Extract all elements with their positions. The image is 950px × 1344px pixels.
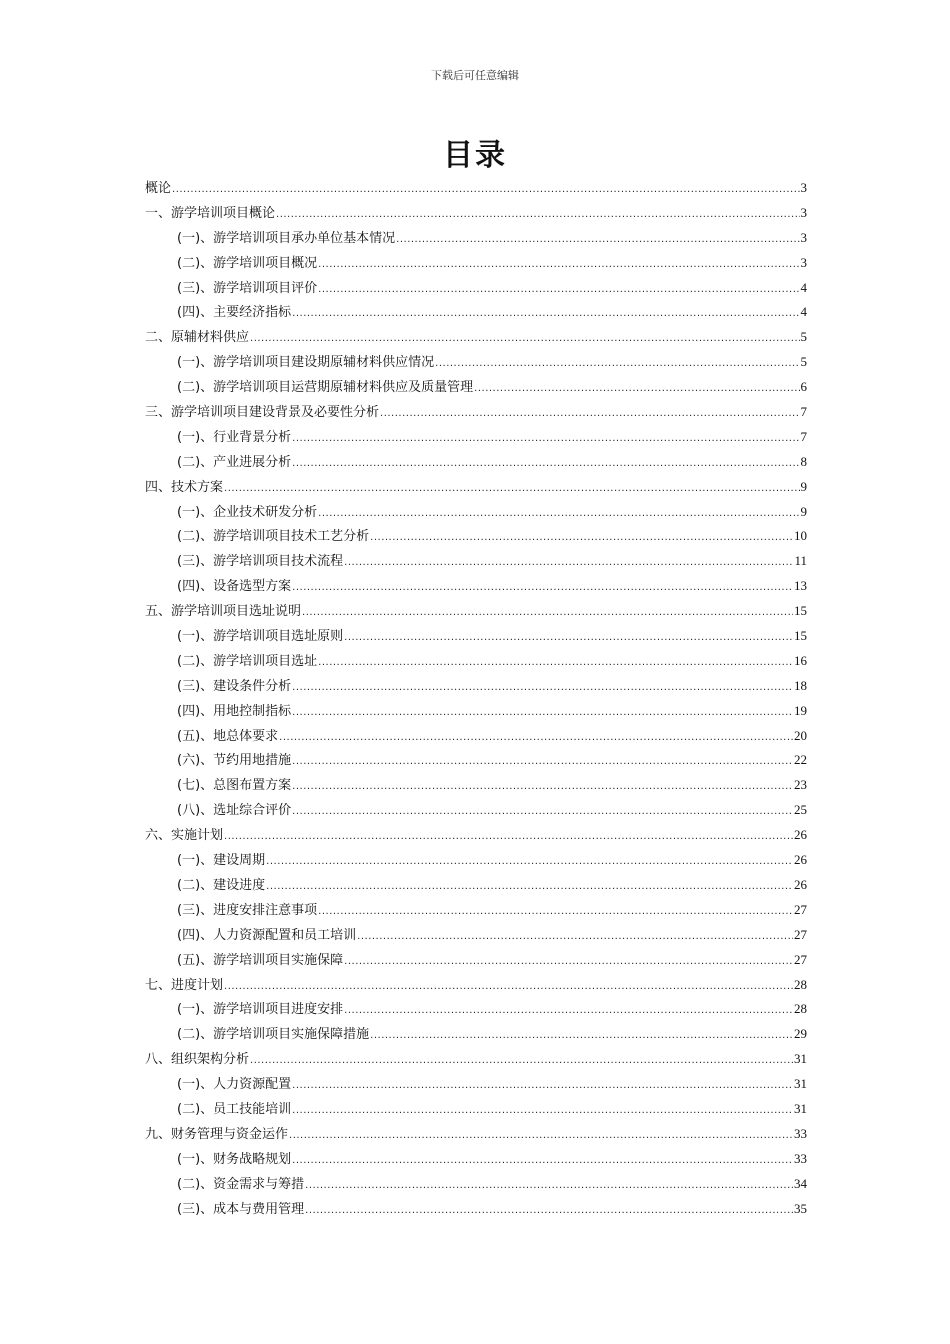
toc-entry[interactable] <box>145 997 807 1022</box>
toc-entry[interactable] <box>145 798 807 823</box>
toc-dot-leader <box>292 676 793 701</box>
toc-entry-page-number: 28 <box>794 1001 807 1017</box>
toc-entry[interactable] <box>145 823 807 848</box>
toc-dot-leader <box>318 253 799 278</box>
toc-entry-page-number: 28 <box>794 976 807 992</box>
toc-entry-page-number: 9 <box>800 503 807 519</box>
toc-dot-leader <box>224 825 793 850</box>
toc-entry[interactable] <box>145 1172 807 1197</box>
toc-dot-leader <box>305 1174 793 1199</box>
toc-entry-label: (七)、总图布置方案 <box>177 778 292 794</box>
toc-entry[interactable] <box>145 898 807 923</box>
toc-entry[interactable] <box>145 276 807 301</box>
toc-entry[interactable] <box>145 201 807 226</box>
toc-entry-page-number: 16 <box>794 652 807 668</box>
toc-entry[interactable] <box>145 1197 807 1222</box>
toc-entry-label: (四)、主要经济指标 <box>177 305 292 321</box>
toc-entry[interactable] <box>145 1072 807 1097</box>
toc-entry-page-number: 31 <box>794 1076 807 1092</box>
toc-entry[interactable] <box>145 325 807 350</box>
toc-dot-leader <box>289 1124 793 1149</box>
toc-entry[interactable] <box>145 748 807 773</box>
toc-entry-label: 二、原辅材料供应 <box>145 330 250 346</box>
toc-entry-page-number: 13 <box>794 578 807 594</box>
toc-entry-label: 三、游学培训项目建设背景及必要性分析 <box>145 405 380 421</box>
toc-entry-page-number: 7 <box>800 428 807 444</box>
toc-entry-label: (五)、地总体要求 <box>177 728 279 744</box>
toc-entry-page-number: 33 <box>794 1125 807 1141</box>
toc-entry-page-number: 15 <box>794 603 807 619</box>
toc-entry[interactable] <box>145 873 807 898</box>
toc-entry-label: 六、实施计划 <box>145 828 224 844</box>
toc-entry-label: (一)、人力资源配置 <box>177 1077 292 1093</box>
toc-entry[interactable] <box>145 973 807 998</box>
toc-entry-label: (三)、游学培训项目技术流程 <box>177 554 344 570</box>
toc-dot-leader <box>344 950 793 975</box>
toc-dot-leader <box>357 925 793 950</box>
toc-dot-leader <box>292 800 793 825</box>
toc-entry[interactable] <box>145 1022 807 1047</box>
toc-entry-page-number: 29 <box>794 1026 807 1042</box>
toc-entry-label: 九、财务管理与资金运作 <box>145 1126 289 1142</box>
toc-entry-label: (一)、财务战略规划 <box>177 1151 292 1167</box>
toc-entry-label: (二)、建设进度 <box>177 877 266 893</box>
toc-entry-label: (六)、节约用地措施 <box>177 753 292 769</box>
toc-entry-page-number: 11 <box>794 553 807 569</box>
toc-entry-page-number: 4 <box>800 304 807 320</box>
toc-dot-leader <box>292 452 799 477</box>
toc-entry[interactable] <box>145 599 807 624</box>
toc-entry-page-number: 31 <box>794 1100 807 1116</box>
toc-entry-page-number: 20 <box>794 727 807 743</box>
toc-dot-leader <box>266 850 793 875</box>
toc-dot-leader <box>380 402 799 427</box>
toc-entry[interactable] <box>145 848 807 873</box>
toc-entry-label: 五、游学培训项目选址说明 <box>145 604 302 620</box>
toc-entry[interactable] <box>145 649 807 674</box>
toc-entry-label: (二)、游学培训项目运营期原辅材料供应及质量管理 <box>177 380 474 396</box>
toc-entry[interactable] <box>145 500 807 525</box>
toc-entry-label: 八、组织架构分析 <box>145 1052 250 1068</box>
toc-entry-page-number: 27 <box>794 926 807 942</box>
toc-dot-leader <box>305 1199 793 1224</box>
toc-entry[interactable] <box>145 1047 807 1072</box>
table-of-contents <box>145 176 807 1221</box>
toc-entry-page-number: 25 <box>794 802 807 818</box>
toc-entry-page-number: 3 <box>800 180 807 195</box>
toc-entry[interactable] <box>145 425 807 450</box>
toc-entry-page-number: 8 <box>800 453 807 469</box>
toc-dot-leader <box>318 278 799 303</box>
toc-entry-label: (一)、建设周期 <box>177 853 266 869</box>
toc-entry-label: (二)、员工技能培训 <box>177 1101 292 1117</box>
toc-dot-leader <box>318 502 799 527</box>
toc-entry-page-number: 5 <box>800 329 807 345</box>
toc-entry-label: (三)、游学培训项目评价 <box>177 280 318 296</box>
toc-entry-page-number: 3 <box>800 229 807 245</box>
toc-entry-label: (一)、行业背景分析 <box>177 429 292 445</box>
toc-dot-leader <box>474 377 799 402</box>
toc-entry[interactable] <box>145 350 807 375</box>
toc-dot-leader <box>396 228 799 253</box>
toc-dot-leader <box>318 651 793 676</box>
toc-dot-leader <box>292 1099 793 1124</box>
toc-entry-page-number: 23 <box>794 777 807 793</box>
toc-entry-label: 四、技术方案 <box>145 479 224 495</box>
toc-entry[interactable] <box>145 1122 807 1147</box>
toc-entry-label: (三)、进度安排注意事项 <box>177 902 318 918</box>
toc-entry-page-number: 3 <box>800 204 807 220</box>
toc-entry-page-number: 34 <box>794 1175 807 1191</box>
toc-entry[interactable] <box>145 948 807 973</box>
toc-entry-label: (四)、设备选型方案 <box>177 579 292 595</box>
toc-entry-page-number: 6 <box>800 379 807 395</box>
toc-entry-page-number: 10 <box>794 528 807 544</box>
toc-entry-label: 一、游学培训项目概论 <box>145 205 276 221</box>
toc-dot-leader <box>344 999 793 1024</box>
toc-entry-page-number: 9 <box>800 478 807 494</box>
toc-entry-page-number: 15 <box>794 628 807 644</box>
toc-entry[interactable] <box>145 773 807 798</box>
toc-entry-label: (三)、成本与费用管理 <box>177 1201 305 1217</box>
toc-entry[interactable] <box>145 574 807 599</box>
toc-dot-leader <box>344 626 793 651</box>
toc-entry-page-number: 33 <box>794 1150 807 1166</box>
toc-dot-leader <box>250 1049 793 1074</box>
toc-entry[interactable] <box>145 549 807 574</box>
toc-entry[interactable] <box>145 226 807 251</box>
toc-entry[interactable] <box>145 400 807 425</box>
toc-entry[interactable] <box>145 450 807 475</box>
toc-entry-label: (五)、游学培训项目实施保障 <box>177 952 344 968</box>
toc-entry[interactable] <box>145 1147 807 1172</box>
toc-entry[interactable] <box>145 624 807 649</box>
toc-entry-label: (二)、游学培训项目概况 <box>177 255 318 271</box>
toc-dot-leader <box>276 203 799 228</box>
toc-entry[interactable] <box>145 674 807 699</box>
toc-entry-label: (一)、游学培训项目选址原则 <box>177 629 344 645</box>
toc-entry-label: (二)、游学培训项目实施保障措施 <box>177 1027 370 1043</box>
toc-entry-label: (四)、人力资源配置和员工培训 <box>177 927 357 943</box>
toc-entry-page-number: 26 <box>794 876 807 892</box>
toc-dot-leader <box>318 900 793 925</box>
toc-entry-page-number: 31 <box>794 1051 807 1067</box>
page-title: 目录 <box>443 138 507 173</box>
toc-dot-leader <box>302 601 793 626</box>
toc-dot-leader <box>292 1149 793 1174</box>
toc-entry-page-number: 27 <box>794 901 807 917</box>
toc-entry-label: (二)、游学培训项目技术工艺分析 <box>177 529 370 545</box>
toc-dot-leader <box>292 1074 793 1099</box>
toc-entry-page-number: 4 <box>800 279 807 295</box>
toc-entry-page-number: 22 <box>794 752 807 768</box>
toc-dot-leader <box>224 477 799 502</box>
toc-entry-label: (二)、游学培训项目选址 <box>177 653 318 669</box>
toc-entry-label: (四)、用地控制指标 <box>177 703 292 719</box>
toc-entry-label: (二)、产业进展分析 <box>177 454 292 470</box>
toc-entry[interactable] <box>145 475 807 500</box>
toc-dot-leader <box>292 701 793 726</box>
toc-entry-label: (三)、建设条件分析 <box>177 678 292 694</box>
toc-dot-leader <box>266 875 793 900</box>
toc-entry[interactable] <box>145 923 807 948</box>
toc-dot-leader <box>224 975 793 1000</box>
toc-entry-page-number: 5 <box>800 354 807 370</box>
toc-entry-page-number: 26 <box>794 827 807 843</box>
toc-entry-label: (八)、选址综合评价 <box>177 803 292 819</box>
toc-entry-label: 七、进度计划 <box>145 977 224 993</box>
toc-entry-page-number: 27 <box>794 951 807 967</box>
header-note: 下载后可任意编辑 <box>431 69 519 82</box>
toc-entry-label: (二)、资金需求与筹措 <box>177 1176 305 1192</box>
toc-entry-page-number: 3 <box>800 254 807 270</box>
toc-dot-leader <box>172 178 799 203</box>
toc-dot-leader <box>370 1024 793 1049</box>
toc-entry[interactable] <box>145 524 807 549</box>
toc-entry[interactable] <box>145 375 807 400</box>
toc-dot-leader <box>370 526 793 551</box>
toc-dot-leader <box>435 352 799 377</box>
toc-entry[interactable] <box>145 1097 807 1122</box>
toc-entry-label: (一)、企业技术研发分析 <box>177 504 318 520</box>
toc-entry[interactable] <box>145 176 807 201</box>
toc-entry-label: (一)、游学培训项目承办单位基本情况 <box>177 230 396 246</box>
toc-dot-leader <box>250 327 799 352</box>
toc-entry[interactable] <box>145 300 807 325</box>
toc-entry-page-number: 18 <box>794 677 807 693</box>
toc-entry-label: (一)、游学培训项目建设期原辅材料供应情况 <box>177 355 435 371</box>
toc-entry-label: 概论 <box>145 181 172 196</box>
toc-dot-leader <box>279 726 793 751</box>
toc-dot-leader <box>292 427 799 452</box>
toc-entry-page-number: 19 <box>794 702 807 718</box>
toc-entry-page-number: 35 <box>794 1200 807 1216</box>
toc-entry[interactable] <box>145 251 807 276</box>
toc-dot-leader <box>292 576 793 601</box>
toc-entry[interactable] <box>145 699 807 724</box>
toc-entry-label: (一)、游学培训项目进度安排 <box>177 1002 344 1018</box>
toc-entry-page-number: 7 <box>800 404 807 420</box>
toc-dot-leader <box>292 775 793 800</box>
toc-entry-page-number: 26 <box>794 852 807 868</box>
toc-dot-leader <box>292 302 799 327</box>
toc-entry[interactable] <box>145 724 807 749</box>
toc-dot-leader <box>344 551 793 576</box>
toc-dot-leader <box>292 750 793 775</box>
